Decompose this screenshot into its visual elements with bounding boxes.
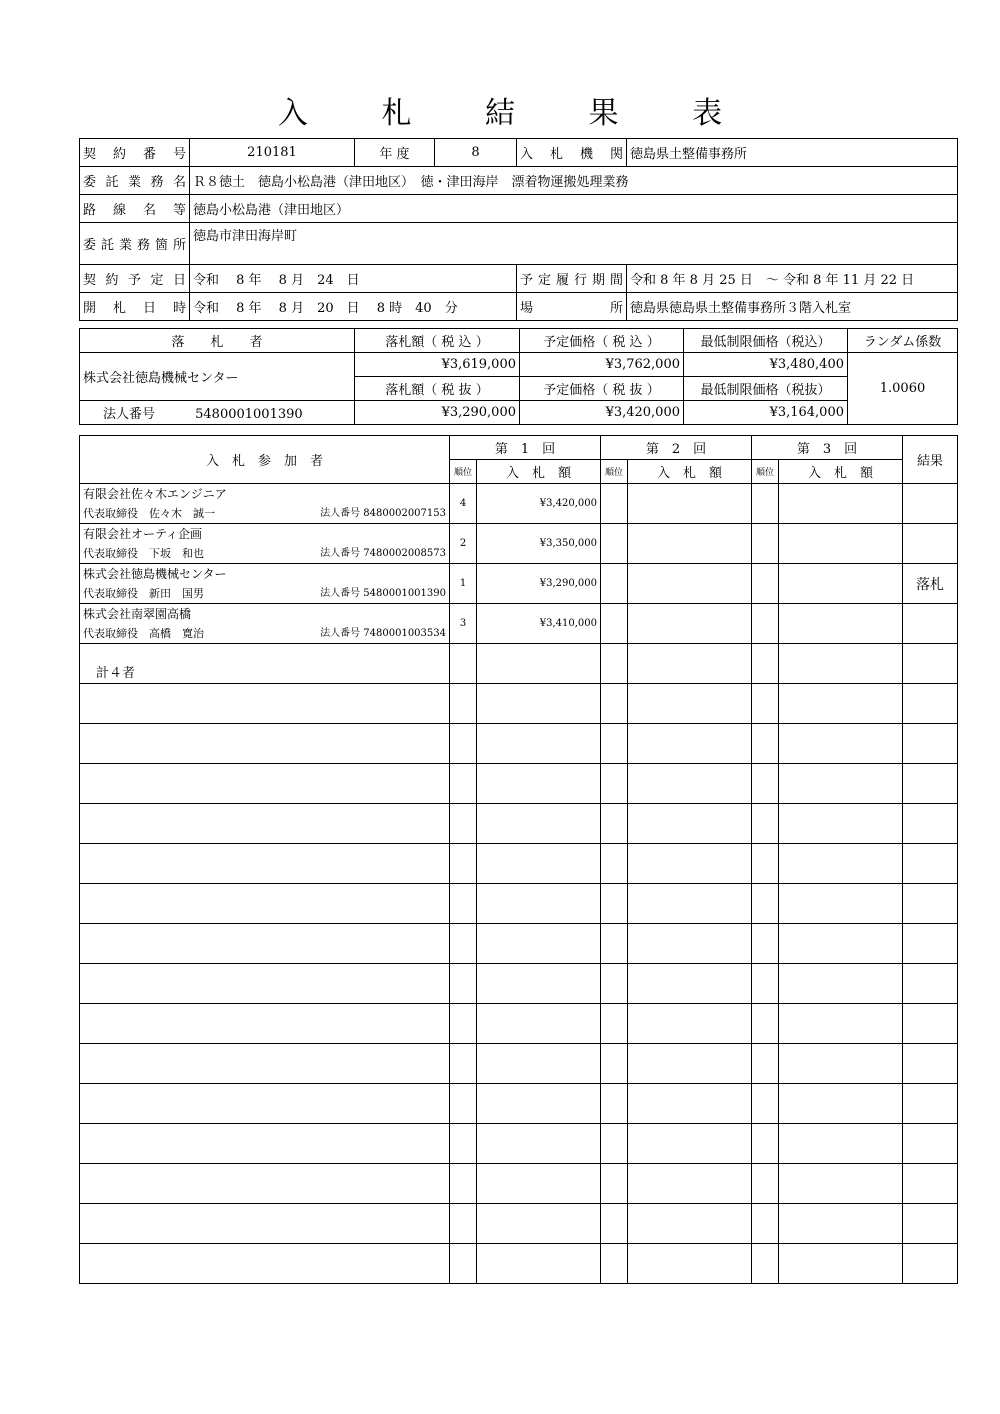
- empty-row: [80, 684, 958, 724]
- empty-cell: [903, 644, 958, 684]
- participant-details: [83, 624, 446, 643]
- contract-number: 210181: [190, 139, 355, 167]
- empty-cell: [477, 684, 601, 724]
- empty-cell: [477, 924, 601, 964]
- round3-amount: [779, 564, 903, 604]
- empty-cell: [450, 1004, 477, 1044]
- page-title: 入 札 結 果 表: [277, 96, 755, 131]
- round1-amount: ¥3,290,000: [477, 564, 601, 604]
- location-label: 委託業務箇所: [80, 223, 190, 265]
- empty-cell: [628, 964, 752, 1004]
- round1-amount: ¥3,350,000: [477, 524, 601, 564]
- empty-cell: [779, 1044, 903, 1084]
- participant-corp-number: 法人番号 7480002008573: [320, 547, 446, 559]
- empty-cell: [903, 844, 958, 884]
- participant-company: 有限会社佐々木エンジニア: [83, 486, 227, 501]
- award-table: [79, 328, 958, 425]
- rank-header: 順位: [601, 460, 628, 484]
- empty-cell: [450, 684, 477, 724]
- bids-table: [79, 435, 958, 1284]
- round2-amount: [628, 484, 752, 524]
- empty-cell: [628, 1004, 752, 1044]
- empty-cell: [628, 684, 752, 724]
- empty-cell: [477, 764, 601, 804]
- round2-rank: [601, 484, 628, 524]
- empty-cell: [752, 1044, 779, 1084]
- empty-cell: [601, 1164, 628, 1204]
- empty-row: [80, 804, 958, 844]
- round1-rank: 4: [450, 484, 477, 524]
- round3-amount: [779, 604, 903, 644]
- empty-cell: [450, 844, 477, 884]
- empty-cell: [477, 1204, 601, 1244]
- participant-cell: [80, 604, 450, 644]
- empty-cell: [903, 1244, 958, 1284]
- empty-cell: [80, 1084, 450, 1124]
- empty-cell: [601, 964, 628, 1004]
- empty-cell: [601, 764, 628, 804]
- period-value: 令和 8 年 8 月 25 日 ～ 令和 8 年 11 月 22 日: [627, 265, 958, 293]
- winner-corp-number-cell: [80, 401, 355, 425]
- empty-cell: [903, 924, 958, 964]
- empty-cell: [752, 1084, 779, 1124]
- empty-cell: [601, 1004, 628, 1044]
- empty-row: [80, 884, 958, 924]
- table-row: [80, 604, 958, 644]
- empty-cell: [450, 1244, 477, 1284]
- empty-cell: [450, 1084, 477, 1124]
- empty-cell: [628, 764, 752, 804]
- location-value: 徳島市津田海岸町: [190, 223, 958, 265]
- opening-value: 令和 8 年 8 月 20 日 8 時 40 分: [190, 293, 517, 321]
- winner-header: 落 札 者: [80, 329, 355, 353]
- period-label: 予定履行期間: [517, 265, 627, 293]
- empty-cell: [779, 724, 903, 764]
- empty-cell: [628, 924, 752, 964]
- rank-header: 順位: [450, 460, 477, 484]
- route-label: 路線名等: [80, 195, 190, 223]
- empty-cell: [903, 1084, 958, 1124]
- min-tax-in: ¥3,480,400: [684, 353, 848, 377]
- empty-cell: [752, 1004, 779, 1044]
- empty-cell: [779, 1164, 903, 1204]
- round3-rank: [752, 484, 779, 524]
- empty-cell: [80, 1004, 450, 1044]
- empty-cell: [779, 644, 903, 684]
- empty-cell: [477, 964, 601, 1004]
- empty-cell: [903, 1124, 958, 1164]
- empty-cell: [80, 1124, 450, 1164]
- empty-cell: [903, 764, 958, 804]
- empty-cell: [601, 924, 628, 964]
- empty-cell: [752, 964, 779, 1004]
- empty-cell: [80, 1044, 450, 1084]
- round3-rank: [752, 524, 779, 564]
- empty-cell: [80, 1204, 450, 1244]
- participant-company: 株式会社徳島機械センター: [83, 566, 227, 581]
- empty-cell: [601, 844, 628, 884]
- empty-cell: [450, 1124, 477, 1164]
- empty-cell: [903, 964, 958, 1004]
- empty-cell: [477, 724, 601, 764]
- empty-cell: [752, 844, 779, 884]
- round1-rank: 1: [450, 564, 477, 604]
- corp-label: 法人番号: [103, 407, 156, 422]
- round3-header: 第 3 回: [752, 436, 903, 460]
- planned-tax-ex: ¥3,420,000: [520, 401, 684, 425]
- rank-header: 順位: [752, 460, 779, 484]
- empty-cell: [477, 804, 601, 844]
- empty-cell: [779, 1244, 903, 1284]
- empty-cell: [779, 804, 903, 844]
- empty-cell: [80, 804, 450, 844]
- empty-cell: [903, 804, 958, 844]
- empty-cell: [628, 724, 752, 764]
- empty-cell: [477, 1084, 601, 1124]
- empty-row: [80, 1124, 958, 1164]
- table-row: [80, 484, 958, 524]
- participant-cell: [80, 524, 450, 564]
- year-label: 年 度: [355, 139, 435, 167]
- result-cell: [903, 604, 958, 644]
- empty-cell: [80, 1164, 450, 1204]
- empty-row: [80, 1084, 958, 1124]
- empty-cell: [80, 924, 450, 964]
- empty-cell: [752, 644, 779, 684]
- empty-cell: [80, 844, 450, 884]
- empty-cell: [752, 1164, 779, 1204]
- empty-cell: [450, 924, 477, 964]
- empty-cell: [80, 684, 450, 724]
- result-cell: 落札: [903, 564, 958, 604]
- round1-amount: ¥3,420,000: [477, 484, 601, 524]
- place-value: 徳島県徳島県土整備事務所３階入札室: [627, 293, 958, 321]
- empty-cell: [903, 884, 958, 924]
- participant-representative: 代表取締役 下坂 和也: [83, 546, 204, 560]
- empty-cell: [779, 684, 903, 724]
- empty-cell: [450, 804, 477, 844]
- participant-details: [83, 544, 446, 563]
- empty-row: [80, 1204, 958, 1244]
- min-tax-in-header: 最低制限価格（税込）: [684, 329, 848, 353]
- empty-cell: [477, 1004, 601, 1044]
- empty-row: [80, 964, 958, 1004]
- table-row: [80, 564, 958, 604]
- empty-cell: [903, 724, 958, 764]
- round2-rank: [601, 524, 628, 564]
- empty-cell: [779, 884, 903, 924]
- empty-cell: [80, 724, 450, 764]
- round1-header: 第 1 回: [450, 436, 601, 460]
- empty-cell: [628, 884, 752, 924]
- empty-cell: [450, 724, 477, 764]
- random-header: ランダム係数: [848, 329, 958, 353]
- participant-representative: 代表取締役 高橋 寛治: [83, 626, 204, 640]
- contract-number-label: 契約番号: [80, 139, 190, 167]
- participant-representative: 代表取締役 佐々木 誠一: [83, 506, 215, 520]
- participant-cell: [80, 564, 450, 604]
- empty-cell: [628, 1084, 752, 1124]
- empty-cell: [903, 1204, 958, 1244]
- empty-row: [80, 1244, 958, 1284]
- empty-cell: [628, 844, 752, 884]
- empty-cell: [628, 644, 752, 684]
- empty-cell: [628, 1244, 752, 1284]
- empty-cell: [601, 1244, 628, 1284]
- empty-row: [80, 1044, 958, 1084]
- round2-amount: [628, 524, 752, 564]
- empty-cell: [628, 1164, 752, 1204]
- empty-row: [80, 924, 958, 964]
- empty-cell: [752, 684, 779, 724]
- opening-label: 開札日時: [80, 293, 190, 321]
- empty-cell: [477, 644, 601, 684]
- empty-cell: [628, 1044, 752, 1084]
- route-value: 徳島小松島港（津田地区）: [190, 195, 958, 223]
- empty-row: [80, 844, 958, 884]
- empty-cell: [779, 1124, 903, 1164]
- empty-cell: [601, 1044, 628, 1084]
- empty-cell: [779, 764, 903, 804]
- empty-cell: [903, 1004, 958, 1044]
- empty-cell: [450, 964, 477, 1004]
- amount-tax-in: ¥3,619,000: [355, 353, 520, 377]
- corp-number: 5480001001390: [195, 407, 303, 422]
- amount-header: 入 札 額: [628, 460, 752, 484]
- planned-tax-in: ¥3,762,000: [520, 353, 684, 377]
- empty-cell: [450, 644, 477, 684]
- empty-row: [80, 724, 958, 764]
- empty-cell: [752, 884, 779, 924]
- agency-label: 入札機関: [517, 139, 627, 167]
- empty-row: [80, 764, 958, 804]
- empty-cell: [601, 1124, 628, 1164]
- round2-amount: [628, 604, 752, 644]
- round3-rank: [752, 604, 779, 644]
- round2-header: 第 2 回: [601, 436, 752, 460]
- empty-cell: [752, 724, 779, 764]
- empty-cell: [752, 1204, 779, 1244]
- agency-value: 徳島県土整備事務所: [627, 139, 958, 167]
- round2-rank: [601, 564, 628, 604]
- participant-details: [83, 504, 446, 523]
- participant-company: 株式会社南翠園高橋: [83, 606, 192, 621]
- round1-rank: 3: [450, 604, 477, 644]
- amount-tax-ex-header: 落札額（ 税 抜 ）: [355, 377, 520, 401]
- empty-cell: [80, 964, 450, 1004]
- empty-cell: [903, 684, 958, 724]
- empty-cell: [601, 644, 628, 684]
- empty-cell: [450, 1164, 477, 1204]
- year-value: 8: [435, 139, 517, 167]
- empty-row: [80, 1164, 958, 1204]
- empty-cell: [628, 804, 752, 844]
- result-cell: [903, 524, 958, 564]
- round3-amount: [779, 484, 903, 524]
- empty-cell: [477, 1044, 601, 1084]
- participant-company: 有限会社オーティ企画: [83, 526, 203, 541]
- empty-cell: [450, 764, 477, 804]
- result-header: 結果: [903, 436, 958, 484]
- place-label: 場 所: [517, 293, 627, 321]
- round3-amount: [779, 524, 903, 564]
- empty-cell: [601, 884, 628, 924]
- amount-tax-in-header: 落札額（ 税 込 ）: [355, 329, 520, 353]
- table-row: [80, 644, 958, 684]
- empty-cell: [80, 1244, 450, 1284]
- empty-cell: [752, 1244, 779, 1284]
- empty-cell: [628, 1124, 752, 1164]
- participant-corp-number: 法人番号 7480001003534: [320, 627, 446, 639]
- schedule-value: 令和 8 年 8 月 24 日: [190, 265, 517, 293]
- task-value: Ｒ８徳土 徳島小松島港（津田地区） 徳・津田海岸 漂着物運搬処理業務: [190, 167, 958, 195]
- empty-cell: [779, 964, 903, 1004]
- participants-header: 入 札 参 加 者: [80, 436, 450, 484]
- empty-cell: [903, 1044, 958, 1084]
- round2-rank: [601, 604, 628, 644]
- participant-corp-number: 法人番号 5480001001390: [320, 587, 446, 599]
- winner-name: 株式会社徳島機械センター: [80, 353, 355, 401]
- empty-cell: [779, 1004, 903, 1044]
- empty-cell: [80, 884, 450, 924]
- empty-cell: [752, 924, 779, 964]
- round1-amount: ¥3,410,000: [477, 604, 601, 644]
- round2-amount: [628, 564, 752, 604]
- empty-cell: [477, 1124, 601, 1164]
- amount-tax-ex: ¥3,290,000: [355, 401, 520, 425]
- empty-cell: [903, 1164, 958, 1204]
- empty-cell: [752, 764, 779, 804]
- round3-rank: [752, 564, 779, 604]
- participant-corp-number: 法人番号 8480002007153: [320, 507, 446, 519]
- empty-row: [80, 1004, 958, 1044]
- empty-cell: [601, 684, 628, 724]
- schedule-label: 契約予定日: [80, 265, 190, 293]
- empty-cell: [779, 1084, 903, 1124]
- random-coefficient: 1.0060: [848, 353, 958, 425]
- min-tax-ex: ¥3,164,000: [684, 401, 848, 425]
- contract-info-table: [79, 138, 958, 321]
- round1-rank: 2: [450, 524, 477, 564]
- empty-cell: [450, 884, 477, 924]
- empty-cell: [601, 724, 628, 764]
- empty-cell: [779, 844, 903, 884]
- empty-cell: [450, 1044, 477, 1084]
- result-cell: [903, 484, 958, 524]
- planned-tax-in-header: 予定価格（ 税 込 ）: [520, 329, 684, 353]
- empty-cell: [779, 924, 903, 964]
- task-label: 委託業務名: [80, 167, 190, 195]
- empty-cell: [752, 1124, 779, 1164]
- participant-details: [83, 584, 446, 603]
- empty-cell: [477, 1164, 601, 1204]
- empty-cell: [477, 1244, 601, 1284]
- amount-header: 入 札 額: [477, 460, 601, 484]
- amount-header: 入 札 額: [779, 460, 903, 484]
- empty-cell: [601, 1204, 628, 1244]
- participant-representative: 代表取締役 新田 国男: [83, 586, 204, 600]
- table-row: [80, 524, 958, 564]
- empty-cell: [779, 1204, 903, 1244]
- empty-cell: [628, 1204, 752, 1244]
- empty-cell: [601, 1084, 628, 1124]
- empty-cell: [477, 884, 601, 924]
- empty-cell: [601, 804, 628, 844]
- empty-cell: [477, 844, 601, 884]
- empty-cell: [752, 804, 779, 844]
- total-participants: 計４者: [80, 644, 450, 684]
- min-tax-ex-header: 最低制限価格（税抜）: [684, 377, 848, 401]
- empty-cell: [450, 1204, 477, 1244]
- empty-cell: [80, 764, 450, 804]
- planned-tax-ex-header: 予定価格（ 税 抜 ）: [520, 377, 684, 401]
- participant-cell: [80, 484, 450, 524]
